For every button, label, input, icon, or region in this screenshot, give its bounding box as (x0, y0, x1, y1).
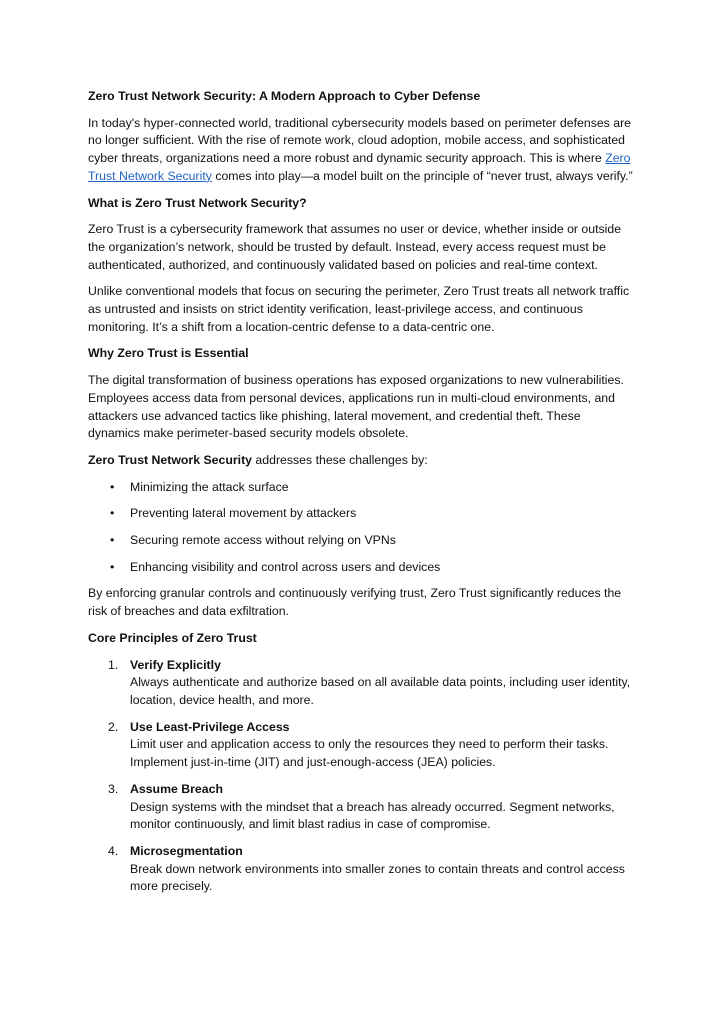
bullet-icon: • (110, 506, 115, 521)
principle-item (88, 719, 633, 772)
why-heading: Why Zero Trust is Essential (88, 346, 249, 361)
principle-number: 2. (108, 719, 119, 734)
principle-title: Use Least-Privilege Access (130, 719, 290, 734)
list-item (88, 479, 633, 497)
what-is-heading: What is Zero Trust Network Security? (88, 195, 307, 210)
challenges-list (88, 479, 633, 577)
intro-text-before-link: In today's hyper-connected world, traditional cybersecurity models based on perimeter defenses are no longer sufficient. With the rise of remote work, cloud adoption, mobile access, and sophisticated cyber threats, organizations need a more robust and dynamic security approach. This is where (88, 115, 632, 166)
bullet-icon: • (110, 533, 115, 548)
principle-title: Verify Explicitly (130, 657, 221, 672)
principle-item (88, 657, 633, 710)
zero-trust-link[interactable]: Zero Trust Network Security (88, 151, 631, 183)
principles-heading: Core Principles of Zero Trust (88, 630, 257, 645)
why-lead-rest: addresses these challenges by: (252, 452, 428, 467)
list-item-text: Preventing lateral movement by attackers (130, 506, 357, 521)
principle-item (88, 781, 633, 834)
intro-paragraph (88, 115, 633, 186)
what-is-paragraph-1: Zero Trust is a cybersecurity framework that assumes no user or device, whether inside or outside the organization’s network, should be trusted by default. Instead, every access request must be authenticated, authorized, and continuously validated based on policies and real-time context. (88, 222, 622, 272)
bullet-icon: • (110, 559, 115, 574)
list-item-text: Minimizing the attack surface (130, 479, 289, 494)
principle-number: 1. (108, 657, 119, 672)
principles-list (88, 657, 633, 896)
principle-title: Microsegmentation (130, 843, 243, 858)
principle-description: Break down network environments into smaller zones to contain threats and control access more precisely. (130, 861, 625, 894)
principle-number: 3. (108, 781, 119, 796)
document-title: Zero Trust Network Security: A Modern Approach to Cyber Defense (88, 89, 481, 103)
list-item (88, 559, 633, 577)
why-closing-paragraph: By enforcing granular controls and continuously verifying trust, Zero Trust significantly reduces the risk of breaches and data exfiltration. (88, 586, 622, 619)
why-lead-bold: Zero Trust Network Security (88, 452, 253, 467)
list-item-text: Enhancing visibility and control across users and devices (130, 559, 441, 574)
principle-description: Always authenticate and authorize based on all available data points, including user identity, location, device health, and more. (130, 675, 631, 707)
principle-item (88, 843, 633, 896)
list-item (88, 532, 633, 550)
principle-description: Limit user and application access to only the resources they need to perform their tasks. Implement just-in-time (JIT) and just-enough-access (JEA) policies. (130, 737, 609, 770)
principle-description: Design systems with the mindset that a breach has already occurred. Segment networks, monitor continuously, and limit blast radius in case of compromise. (130, 799, 615, 832)
list-item-text: Securing remote access without relying on VPNs (130, 533, 396, 548)
why-lead-paragraph (88, 452, 633, 470)
principle-title: Assume Breach (130, 781, 223, 796)
bullet-icon: • (110, 479, 115, 494)
why-paragraph-1: The digital transformation of business operations has exposed organizations to new vulnerabilities. Employees access data from personal devices, applications run in multi-cloud environments, and attackers use advanced tactics like phishing, lateral movement, and credential theft. These dynamics make perimeter-based security models obsolete. (88, 373, 624, 441)
intro-text-after-link: comes into play—a model built on the principle of “never trust, always verify.” (211, 168, 633, 183)
list-item (88, 505, 633, 523)
principle-number: 4. (108, 843, 119, 858)
what-is-paragraph-2: Unlike conventional models that focus on securing the perimeter, Zero Trust treats all network traffic as untrusted and insists on strict identity verification, least-privilege access, and continuous monitoring. It’s a shift from a location-centric defense to a data-centric one. (88, 284, 630, 334)
